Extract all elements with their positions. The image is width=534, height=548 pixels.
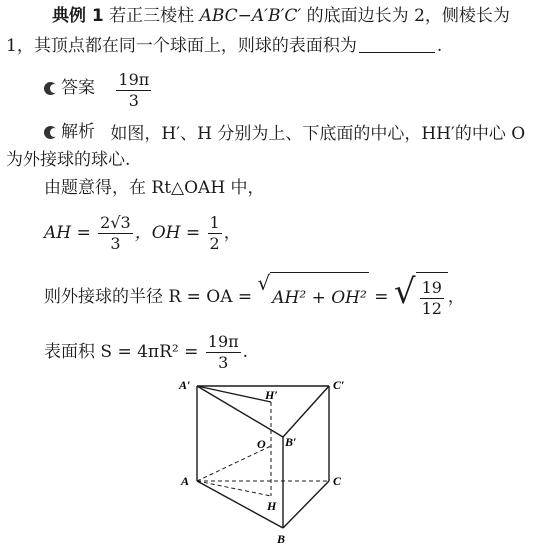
surface-end: .: [242, 342, 249, 362]
sqrt-sign-icon-2: √: [393, 272, 416, 312]
oh-end: ，: [223, 223, 241, 243]
problem-text-b: 的底面边长为 2，侧棱长为: [301, 6, 510, 26]
edge-b1-c1: [283, 386, 329, 437]
answer-tag: [44, 66, 95, 110]
surface-fraction: [206, 332, 241, 373]
ah-num: 2√3: [100, 213, 131, 232]
oh-fraction: [208, 213, 222, 254]
ah-den: 3: [110, 234, 121, 253]
radius-equation: [44, 272, 465, 323]
answer-num: 19π: [118, 69, 150, 89]
radius-eq: =: [374, 287, 389, 307]
sqrt-sign-icon: √: [257, 271, 271, 295]
label-c: C: [333, 474, 342, 488]
problem-line2-end: .: [436, 36, 443, 56]
label-b: B: [277, 532, 286, 546]
solution-badge-icon: [44, 126, 57, 139]
problem-line-2: [6, 34, 442, 58]
radius-num: 19: [421, 278, 442, 297]
surface-text: 表面积 S = 4πR² =: [44, 342, 199, 362]
label-o: O: [257, 437, 266, 451]
label-b1: B′: [285, 435, 297, 449]
radius-sqrt-body: AH² + OH²: [270, 272, 369, 323]
solution-line-1: [44, 120, 525, 146]
radius-sqrt-frac: [394, 272, 448, 323]
answer-badge-icon: [44, 82, 57, 95]
radius-text: 则外接球的半径 R = OA =: [44, 287, 253, 307]
label-a: A: [181, 474, 190, 488]
surface-equation: [44, 328, 248, 376]
oh-lhs: ，OH =: [134, 223, 201, 243]
oh-den: 2: [209, 234, 220, 253]
answer-label: 答案: [61, 78, 95, 98]
solution-line-3: [44, 176, 265, 200]
ah-lhs: AH =: [44, 223, 91, 243]
radius-den: 12: [421, 299, 442, 318]
surface-den: 3: [218, 353, 229, 372]
prism-name: ABC−A′B′C′: [199, 6, 302, 26]
problem-label: 典例 1: [52, 6, 104, 26]
radius-end: ，: [447, 287, 465, 307]
label-a1: A′: [179, 378, 191, 392]
prism-figure: [175, 378, 355, 548]
solution-text-1: 如图，H′、H 分别为上、下底面的中心，HH′的中心 O: [110, 123, 526, 144]
radius-sqrt: [258, 272, 369, 323]
surface-num: 19π: [207, 332, 239, 351]
problem-text-2: 1，其顶点都在同一个球面上，则球的表面积为: [6, 36, 357, 56]
label-h: H: [267, 499, 277, 513]
label-c1: C′: [333, 378, 345, 392]
problem-line-1: [52, 4, 510, 28]
solution-tag: [44, 120, 95, 144]
edge-b-c: [283, 481, 329, 528]
radius-sqrt-frac-body: [416, 272, 448, 323]
ah-oh-equation: [44, 208, 241, 258]
problem-text-a: 若正三棱柱: [109, 6, 200, 26]
solution-text-2: 为外接球的球心.: [6, 150, 131, 170]
segment-a1-h1: [197, 386, 271, 402]
answer-row: [44, 66, 153, 112]
solution-line-2: [6, 148, 130, 172]
label-h1: H′: [265, 388, 278, 402]
ah-fraction: [98, 213, 133, 254]
oh-num: 1: [209, 213, 220, 232]
answer-blank: [359, 34, 435, 53]
radius-fraction: [420, 278, 444, 319]
answer-fraction: [116, 70, 151, 111]
segment-a-h-hidden: [197, 481, 271, 496]
segment-a-o-hidden: [197, 446, 271, 481]
solution-label: 解析: [61, 122, 95, 142]
solution-text-3: 由题意得，在 Rt△OAH 中，: [44, 178, 265, 198]
answer-den: 3: [128, 90, 139, 110]
